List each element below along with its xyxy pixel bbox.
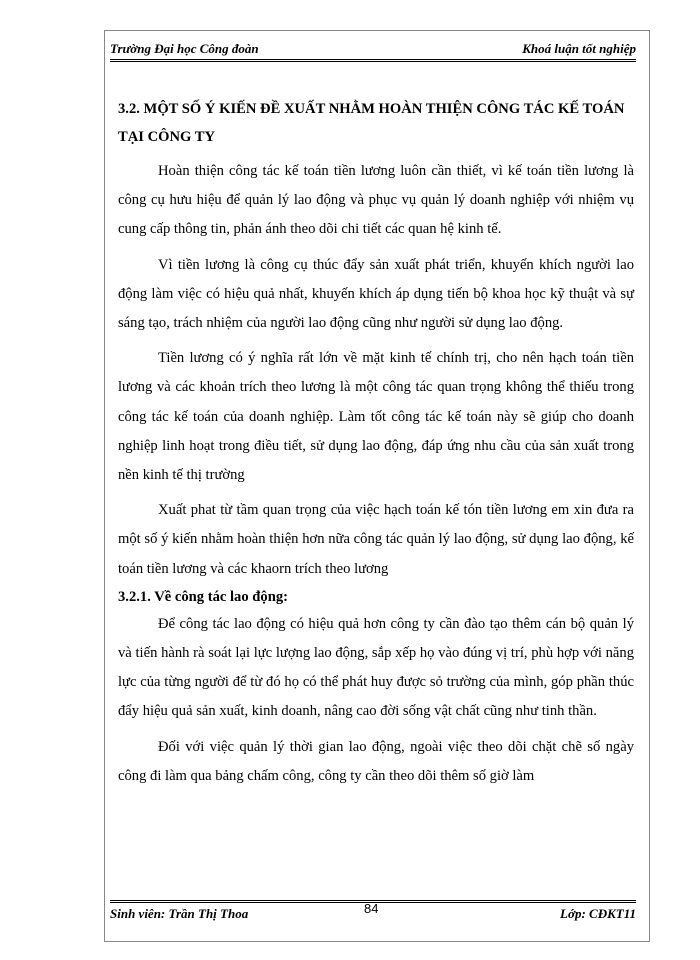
paragraph: Vì tiền lương là công cụ thúc đẩy sản xuất phát triển, khuyến khích người lao động làm việc có hiệu quả nhất, khuyến khích áp dụng tiến bộ khoa học kỹ thuật và sự sáng tạo, trách nhiệm của người lao động cũng như người sử dụng lao động. bbox=[118, 256, 634, 332]
paragraph: Xuất phat từ tầm quan trọng của việc hạch toán kế tón tiền lương em xin đưa ra một số ý kiến nhằm hoàn thiện hơn nữa công tác quản lý lao động, sử dụng lao động, kế toán tiền lương và các khaorn trích theo lương bbox=[118, 502, 634, 577]
header-school: Trường Đại học Công đoàn bbox=[110, 41, 259, 56]
footer-class: Lớp: CĐKT11 bbox=[560, 906, 636, 921]
page-content bbox=[118, 95, 634, 797]
section-title: 3.2. MỘT SỐ Ý KIẾN ĐỀ XUẤT NHẰM HOÀN THIỆN CÔNG TÁC KẾ TOÁN TẠI CÔNG TY bbox=[118, 101, 625, 145]
subsection-heading: 3.2.1. Về công tác lao động: bbox=[118, 588, 288, 605]
paragraph: Tiền lương có ý nghĩa rất lớn về mặt kinh tế chính trị, cho nên hạch toán tiền lương và các khoản trích theo lương là một công tác quan trọng không thể thiếu trong công tác kế toán của doanh nghiệp. Làm tốt công tác kế toán này sẽ giúp cho doanh nghiệp linh hoạt trong điều tiết, sử dụng lao động, đáp ứng nhu cầu của sản xuất trong nền kinh tế thị trường bbox=[118, 350, 634, 484]
page-number: 84 bbox=[364, 901, 379, 916]
footer-student: Sinh viên: Trần Thị Thoa bbox=[110, 906, 249, 921]
paragraph: Để công tác lao động có hiệu quả hơn công ty cần đào tạo thêm cán bộ quản lý và tiến hành rà soát lại lực lượng lao động, sắp xếp họ vào đúng vị trí, phù hợp với năng lực của từng người để từ đó họ có thể phát huy được sỏ trường của mình, góp phần thúc đẩy hiệu quả sản xuất, kinh doanh, nâng cao đời sống vật chất cũng như tinh thần. bbox=[118, 615, 634, 720]
paragraph: Đối với việc quản lý thời gian lao động, ngoài việc theo dõi chặt chẽ số ngày công đi làm qua bảng chấm công, công ty cần theo dõi thêm số giờ làm bbox=[118, 738, 634, 784]
page-header bbox=[110, 40, 636, 62]
header-doc-type: Khoá luận tốt nghiệp bbox=[522, 41, 636, 56]
paragraph: Hoàn thiện công tác kế toán tiền lương luôn cần thiết, vì kế toán tiền lương là công cụ hưu hiệu để quản lý lao động và phục vụ quản lý doanh nghiệp với nhiệm vụ cung cấp thông tin, phản ánh theo dõi chi tiết các quan hệ kinh tế. bbox=[118, 163, 634, 238]
page-footer bbox=[110, 900, 636, 922]
